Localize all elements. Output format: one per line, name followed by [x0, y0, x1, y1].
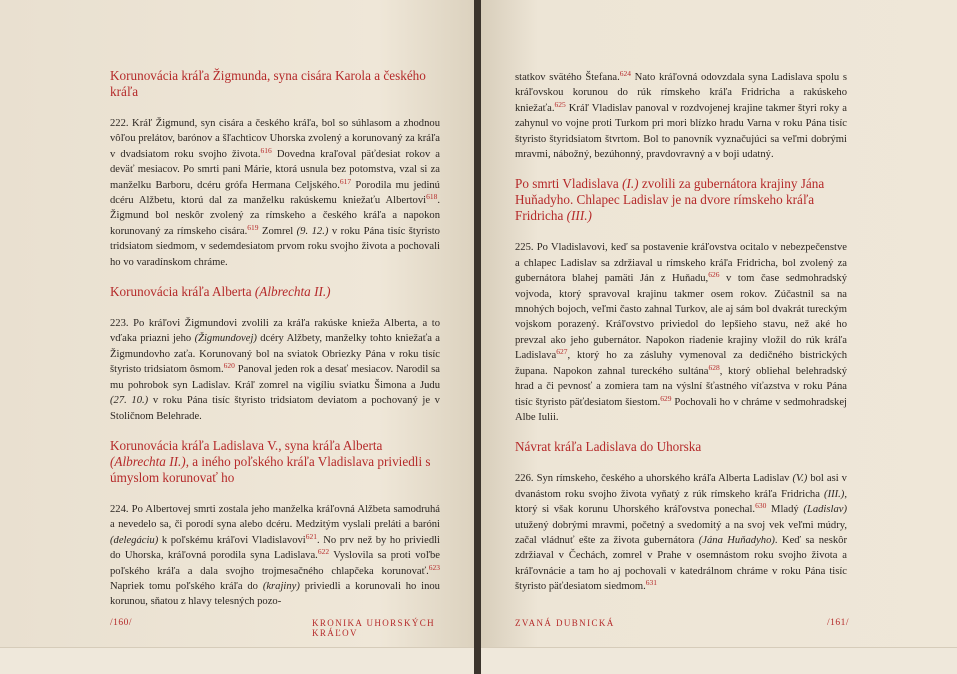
- paragraph-225: 225. Po Vladislavovi, keď sa postavenie kráľovstva ocitalo v nebezpečenstve a chlapec Ladislav sa zdržiaval u rímskeho kráľa Fridricha, bol zvolený za gubernátora blahej pamäti Ján z Huňadu,$^{626}$ v tom čase sedmohradský vojvoda, ktorý spravoval krajinu takmer osem rokov. Zúčastnil sa na mnohých bojoch, veľmi často zahnal Turkov, ale aj sám bol dvakrát tureckým vojskom porazený. Kráľovstvo priviedol do lepšieho stavu, než aké ho prevzal ako jeho gubernátor. Napokon riadenie krajiny vložil do rúk kráľa Ladislava$^{627}$, ktorý ho za zásluhy vymenoval za dedičného bistrických župana. Napokon zahnal tureckého sultána$^{628}$, ktorý obliehal belehradský hrad a či pevnosť a zomiera tam na výslní šťastného víťazstva v roku Pána tisíc štyristo päťdesiatom šiestom.$^{629}$ Pochovali ho v chráme v sedmohradskej Albe Iulii.: [515, 242, 847, 423]
- footnote-ref: 625: [554, 99, 566, 109]
- footnote-ref: 630: [755, 501, 767, 511]
- left-page: [0, 0, 474, 674]
- footnote-ref: 628: [708, 362, 720, 372]
- paragraph-226: 226. Syn rímskeho, českého a uhorského kráľa Alberta Ladislav (V.) bol asi v dvanástom roku svojho života vyňatý z rúk rímskeho kráľa Fridricha (III.), ktorý si však korunu Uhorského kráľovstva ponechal.$^{630}$ Mladý (Ladislav) utužený dobrými mravmi, početný a svedomitý a na svoj vek veľmi múdry, začal vládnuť ešte za života gubernátora (Jána Huňadyho). Keď sa neskôr zdržiaval v Čechách, zomrel v Prahe v osemnástom roku svojho života a kráľovnácie a tam ho aj pochovali v katedrálnom chráme v roku Pána tisíc štyristo päťdesiatom siedmom.$^{631}$: [515, 473, 847, 593]
- running-title-right: ZVANÁ DUBNICKÁ: [515, 618, 615, 628]
- chapter-heading-return: Návrat kráľa Ladislava do Uhorska: [515, 439, 702, 455]
- footnote-ref: 629: [660, 393, 672, 403]
- footnote-ref: 619: [247, 222, 259, 232]
- page-number-right: /161/: [827, 618, 850, 628]
- right-page: [481, 0, 957, 674]
- running-title-left: KRONIKA UHORSKÝCH KRÁĽOV: [312, 618, 436, 638]
- footnote-ref: 623: [428, 562, 440, 572]
- page-number-left: /160/: [110, 618, 133, 628]
- footnote-ref: 631: [645, 578, 658, 588]
- paragraph-224: 224. Po Albertovej smrti zostala jeho manželka kráľovná Alžbeta samodruhá a nevedelo sa, či porodí syna alebo dcéru. Medzitým vyslali preláti a baróni (delegáciu) k poľskému kráľovi Vladislavovi$^{621}$. No prv než by ho priviedli do Uhorska, kráľovná porodila syna Ladislava.$^{622}$ Vyslovila sa proti voľbe poľského kráľa a dala svojho trojmesačného chlapčeka korunovať.$^{623}$ Napriek tomu poľského kráľa do (krajiny) priviedli a korunovali ho inou korunou, sňatou z hlavy telesných pozo-: [110, 503, 441, 608]
- left-page-edge: [0, 647, 474, 674]
- right-text-column: [515, 70, 847, 609]
- paragraph-223: 223. Po kráľovi Žigmundovi zvolili za kráľa rakúske knieža Alberta, a to vďaka priazni jeho (Žigmundovej) dcéry Alžbety, manželky tohto kniežaťa a Žigmundovho zaťa. Korunovaný bol na sviatok Obriezky Pána v roku tisíc štyristo tridsiatom ôsmom.$^{620}$ Panoval jeden rok a desať mesiacov. Narodil sa mu pohrobok syn Ladislav. Kráľ zomrel na vigíliu sviatku Šimona a Judu (27. 10.) v roku Pána tisíc štyristo tridsiatom deviatom a pochovaný je v Stoličnom Belehrade.: [110, 318, 441, 422]
- paragraph-222: 222. Kráľ Žigmund, syn cisára a českého kráľa, bol so súhlasom a zhodnou vôľou prelátov, barónov a šľachticov Uhorska zvolený a korunovaný za kráľa v dvadsiatom roku svojho života.$^{616}$ Dovedna kraľoval päťdesiat rokov a deväť mesiacov. Po smrti pani Márie, ktorá usnula bez potomstva, vzal si za manželku Barboru, dcéru grófa Hermana Celjského.$^{617}$ Porodila mu jedinú dcéru Alžbetu, ktorú dal za manželku rakúskemu kniežaťu Albertovi$^{618}$. Žigmund bol neskôr zvolený za rímskeho a českého kráľa a napokon korunovaný za rímskeho cisára.$^{619}$ Zomrel (9. 12.) v roku Pána tisíc štyristo tridsiatom siedmom, v sedemdesiatom prvom roku svojho života a pochovali ho vo varadínskom chráme.: [110, 118, 440, 268]
- right-page-edge: [481, 647, 957, 674]
- footnote-ref: 617: [339, 176, 352, 186]
- footnote-ref: 618: [426, 192, 438, 202]
- chapter-heading-sigismund: Korunovácia kráľa Žigmunda, syna cisára Karola a českého kráľa: [110, 68, 426, 99]
- paragraph-224-cont: statkov svätého Štefana.$^{624}$ Nato kráľovná odovzdala syna Ladislava spolu s kráľovskou korunou do rúk rímskeho kráľa Fridricha a rakúskeho kniežaťa.$^{625}$ Kráľ Vladislav panoval v rozdvojenej krajine takmer štyri roky a zahynul vo vojne proti Turkom pri mori blízko hradu Varna v roku Pána tisíc štyristo štyridsiatom štvrtom. Bol to panovník vyznačujúci sa veľmi dobrými mravmi, nábožný, bezúhonný, pravdovravný a v boji udatný.: [515, 69, 847, 161]
- footnote-ref: 622: [317, 547, 330, 557]
- footnote-ref: 626: [708, 270, 720, 280]
- chapter-heading-hunyadi: Po smrti Vladislava (I.) zvolili za gubernátora krajiny Jána Huňadyho. Chlapec Ladislav je na dvore rímskeho kráľa Fridricha (III.): [515, 176, 825, 224]
- footnote-ref: 621: [305, 531, 317, 541]
- chapter-heading-ladislaus: Korunovácia kráľa Ladislava V., syna kráľa Alberta (Albrechta II.), a iného poľského kráľa Vladislava priviedli s úmyslom korunovať ho: [110, 437, 431, 485]
- chapter-heading-albert: Korunovácia kráľa Alberta (Albrechta II.): [110, 284, 331, 300]
- left-text-column: [110, 64, 440, 624]
- footnote-ref: 624: [619, 69, 631, 78]
- book-gutter: [474, 0, 481, 674]
- footnote-ref: 620: [223, 361, 235, 371]
- footnote-ref: 627: [556, 347, 568, 357]
- footnote-ref: 616: [260, 145, 272, 155]
